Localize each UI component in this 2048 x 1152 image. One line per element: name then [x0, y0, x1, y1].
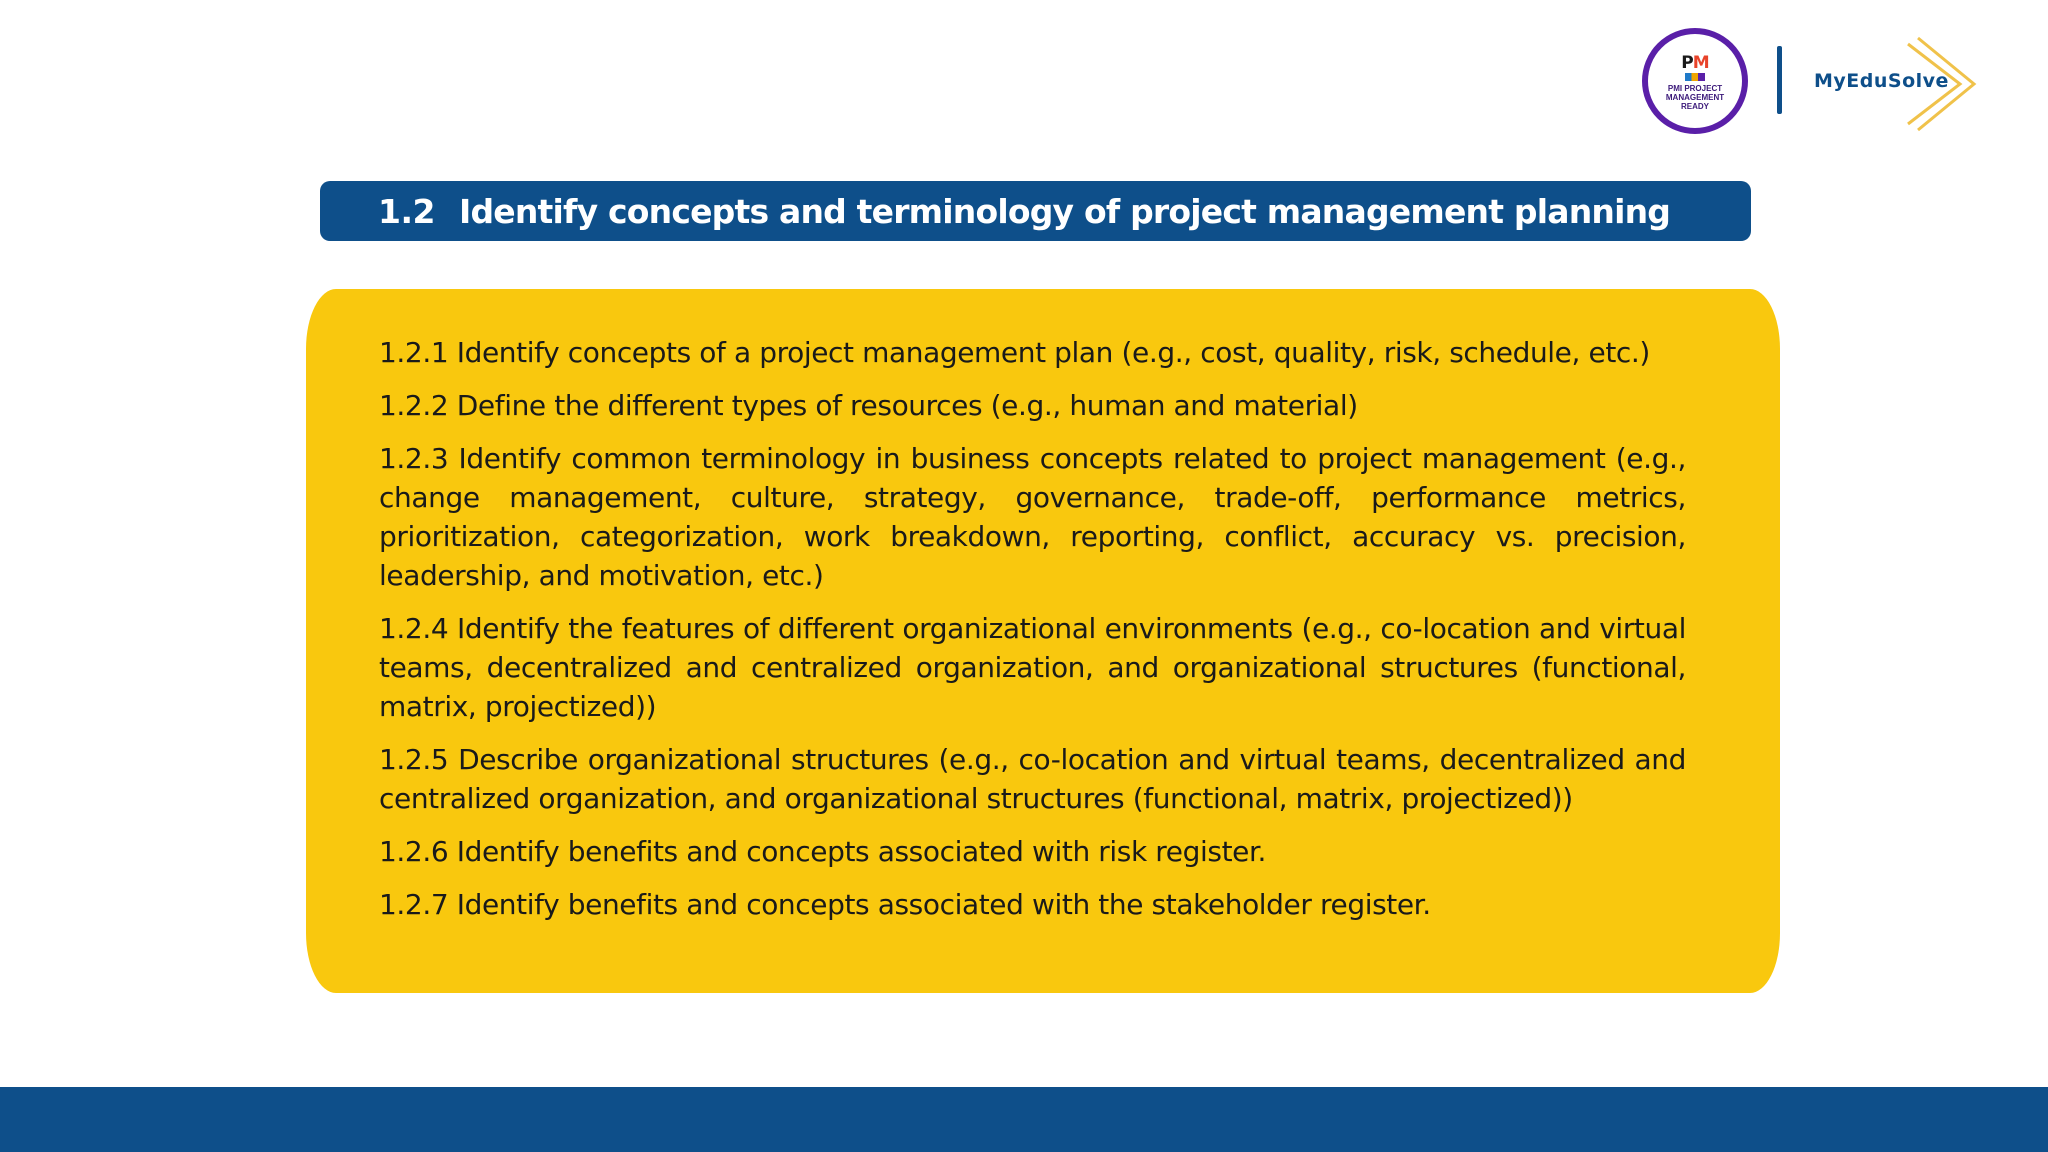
objective-item: 1.2.6 Identify benefits and concepts associated with risk register. [379, 835, 1267, 868]
pmi-badge-text [1655, 84, 1735, 111]
section-number: 1.2 [378, 191, 435, 231]
objective-item: 1.2.4 Identify the features of different organizational environments (e.g., co-location and virtual teams, decentralized and centralized organization, and organizational structures (functional, matrix, projectized)) [379, 612, 1686, 723]
pmi-badge-line: PMI PROJECT [1667, 84, 1723, 93]
objectives-box [306, 289, 1780, 993]
pmi-stripes-icon [1685, 73, 1705, 81]
objective-item: 1.2.7 Identify benefits and concepts associated with the stakeholder register. [379, 888, 1431, 921]
objective-item: 1.2.2 Define the different types of resources (e.g., human and material) [379, 389, 1358, 422]
section-title: Identify concepts and terminology of project management planning [458, 191, 1671, 231]
objective-item: 1.2.3 Identify common terminology in business concepts related to project management (e.g., change management, culture, strategy, governance, trade-off, performance metrics, prioritization, categorization, work breakdown, reporting, conflict, accuracy vs. precision, leadership, and motivation, etc.) [379, 442, 1686, 592]
pmi-logo-icon: PM [1681, 53, 1709, 73]
objective-item: 1.2.5 Describe organizational structures (e.g., co-location and virtual teams, decentralized and centralized organization, and organizational structures (functional, matrix, projectized)) [379, 743, 1686, 815]
chevron-arrow-icon [1900, 34, 1980, 134]
pmi-project-management-ready-badge [1642, 28, 1748, 134]
logo-divider [1777, 46, 1782, 114]
footer-band [0, 1087, 2048, 1152]
objective-item: 1.2.1 Identify concepts of a project management plan (e.g., cost, quality, risk, schedule, etc.) [379, 336, 1650, 369]
pmi-badge-line: MANAGEMENT [1665, 93, 1725, 102]
section-title-bar [320, 181, 1751, 241]
pmi-badge-line: READY [1680, 102, 1709, 111]
brand-name: MyEduSolve [1814, 70, 1949, 92]
